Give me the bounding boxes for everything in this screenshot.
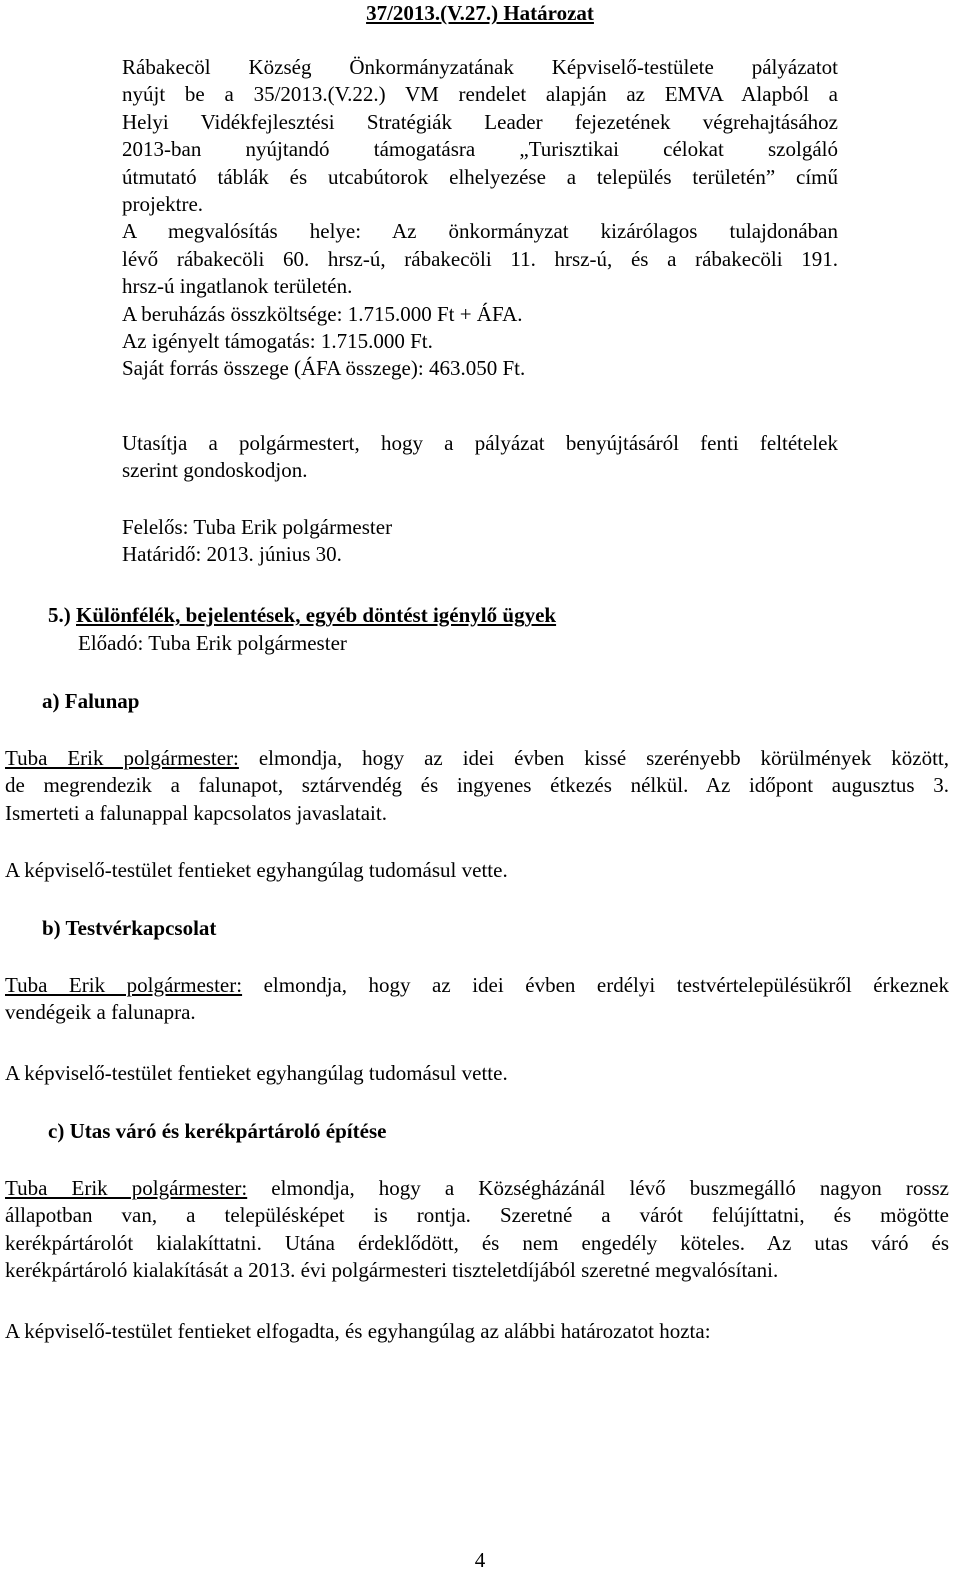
text-line: hrsz-ú ingatlanok területén. — [122, 274, 353, 299]
text-line: útmutató táblák és utcabútorok elhelyezése a település területén” című — [122, 164, 838, 189]
text-line: 2013-ban nyújtandó támogatásra „Turisztikai célokat szolgáló — [122, 137, 838, 162]
total-cost: A beruházás összköltsége: 1.715.000 Ft + ÁFA. — [122, 301, 523, 326]
resolution-responsible-deadline — [122, 514, 838, 569]
section-5-heading — [48, 602, 556, 629]
resolution-instruction — [122, 430, 838, 485]
speaker-name: Tuba Erik polgármester: — [5, 1176, 248, 1200]
text-line: Utasítja a polgármestert, hogy a pályázat benyújtásáról fenti feltételek — [122, 431, 838, 455]
item-a-heading: a) Falunap — [42, 689, 140, 713]
item-b-heading: b) Testvérkapcsolat — [42, 916, 217, 940]
text-line: állapotban van, a településképet is rontja. Szeretné a várót felújíttatni, és mögötte — [5, 1203, 949, 1228]
item-a-text — [5, 745, 949, 827]
page-number: 4 — [474, 1548, 486, 1572]
item-a-decision: A képviselő-testület fentieket egyhangúlag tudomásul vette. — [5, 858, 508, 882]
own-funds: Saját forrás összege (ÁFA összege): 463.050 Ft. — [122, 356, 526, 381]
section-presenter: Előadó: Tuba Erik polgármester — [78, 631, 347, 655]
responsible: Felelős: Tuba Erik polgármester — [122, 515, 393, 539]
text-line: de megrendezik a falunapot, sztárvendég és ingyenes étkezés nélkül. Az időpont augusztus 3. — [5, 773, 949, 798]
text-line: Helyi Vidékfejlesztési Stratégiák Leader fejezetének végrehajtásához — [122, 109, 838, 134]
item-c-decision: A képviselő-testület fentieket elfogadta, és egyhangúlag az alábbi határozatot hozta: — [5, 1319, 711, 1343]
text-line: szerint gondoskodjon. — [122, 458, 308, 483]
resolution-intro — [122, 54, 838, 383]
text-line: Rábakecöl Község Önkormányzatának Képviselő-testülete pályázatot — [122, 55, 838, 79]
section-title: Különfélék, bejelentések, egyéb döntést igénylő ügyek — [76, 603, 557, 627]
text-line: projektre. — [122, 192, 204, 217]
requested-support: Az igényelt támogatás: 1.715.000 Ft. — [122, 329, 433, 354]
text-line: Tuba Erik polgármester: elmondja, hogy az idei évben kissé szerényebb körülmények között, — [5, 746, 949, 770]
text-line: Tuba Erik polgármester: elmondja, hogy a Községházánál lévő buszmegálló nagyon rossz — [5, 1176, 949, 1200]
text-line: vendégeik a falunapra. — [5, 1000, 196, 1025]
speaker-name: Tuba Erik polgármester: — [5, 746, 239, 770]
text-line: kerékpártárolót kialakíttatni. Utána érdeklődött, és nem engedély köteles. Az utas váró és — [5, 1230, 949, 1255]
item-c-heading: c) Utas váró és kerékpártároló építése — [48, 1119, 387, 1143]
item-c-text — [5, 1175, 949, 1285]
deadline: Határidő: 2013. június 30. — [122, 542, 342, 567]
text-line: Ismerteti a falunappal kapcsolatos javaslatait. — [5, 800, 387, 825]
text-line: Tuba Erik polgármester: elmondja, hogy az idei évben erdélyi testvértelepülésükről érkeznek — [5, 973, 949, 997]
text-line: kerékpártároló kialakítását a 2013. évi polgármesteri tiszteletdíjából szeretné megvalósítani. — [5, 1258, 779, 1283]
text-line: A megvalósítás helye: Az önkormányzat kizárólagos tulajdonában — [122, 219, 838, 244]
resolution-title: 37/2013.(V.27.) Határozat — [366, 1, 594, 25]
section-number: 5.) — [48, 603, 71, 627]
item-b-decision: A képviselő-testület fentieket egyhangúlag tudomásul vette. — [5, 1061, 508, 1085]
text-line: nyújt be a 35/2013.(V.22.) VM rendelet alapján az EMVA Alapból a — [122, 82, 838, 107]
text-line: lévő rábakecöli 60. hrsz-ú, rábakecöli 11. hrsz-ú, és a rábakecöli 191. — [122, 246, 838, 271]
speaker-name: Tuba Erik polgármester: — [5, 973, 243, 997]
item-b-text — [5, 972, 949, 1027]
